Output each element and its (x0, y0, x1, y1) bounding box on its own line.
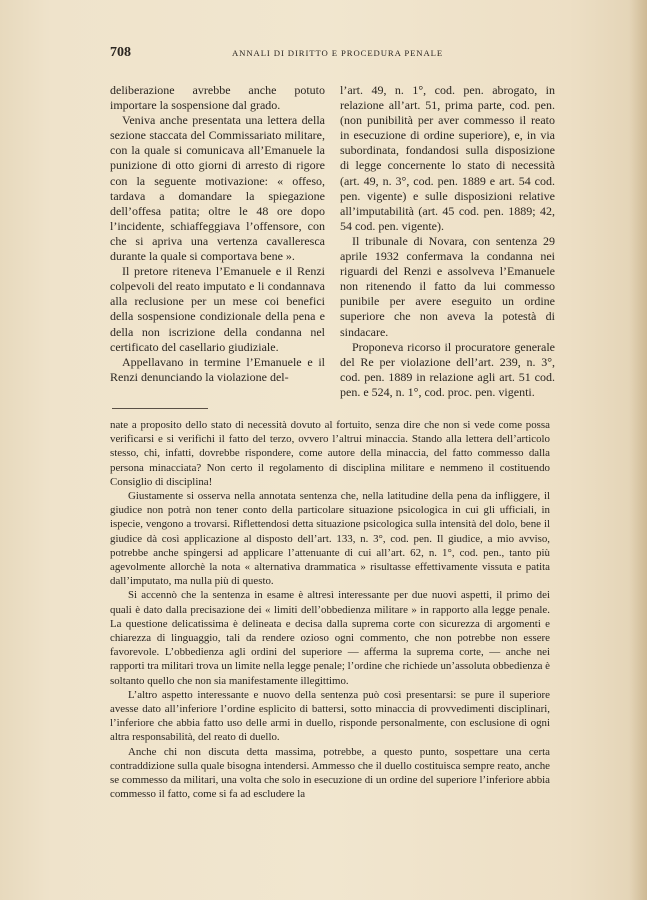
page-edge-shadow (629, 0, 647, 900)
footnote-block (110, 418, 550, 801)
footnote-paragraph: Si accennò che la sentenza in esame è altresì interessante per due nuovi aspetti, il primo dei quali è dato dalla precisazione dei « limiti dell’obbedienza militare » in rapporto alla legge penale. La questione delicatissima è delineata e decisa dalla suprema corte con sicurezza di argomenti e chiarezza di linguaggio, tali da rendere ozioso ogni commento, che non potrebbe non essere favorevole. L’obbedienza agli ordini del superiore — afferma la suprema corte, — anche nei rapporti tra militari trova un limite nella legge penale; l’ordine che richiede un’assoluta obbedienza è soltanto quello che non sia manifestamente illegittimo. (110, 589, 550, 687)
left-paragraph: Veniva anche presentata una lettera della sezione staccata del Commissariato militare, con la quale si comunicava all’Emanuele la punizione di otto giorni di arresto di rigore con la seguente motivazione: « offeso, tardava a domandare la spiegazione dell’offesa patita; oltre le 48 ore dopo l’incidente, schiaffeggiava l’offensore, con che si apriva una vertenza cavalleresca durante la quale si comportava bene ». (110, 113, 325, 264)
right-paragraph: Proponeva ricorso il procuratore generale del Re per violazione dell’art. 239, n. 3°, cod. pen. 1889 in relazione agli art. 51 cod. pen. e 524, n. 1°, cod. proc. pen. vigenti. (340, 339, 555, 399)
page-number: 708 (110, 45, 131, 60)
page-header (110, 45, 550, 65)
footnote-divider (112, 408, 208, 409)
left-paragraph: Appellavano in termine l’Emanuele e il Renzi denunciando la violazione del- (110, 354, 325, 384)
left-paragraph: deliberazione avrebbe anche potuto importare la sospensione dal grado. (110, 83, 325, 113)
footnote-paragraph: L’altro aspetto interessante e nuovo della sentenza può così presentarsi: se pure il superiore avesse dato all’inferiore l’ordine esplicito di battersi, sotto minaccia di provvedimenti disciplinari, l’inferiore che abbia fatto uso delle armi in duello, risponde personalmente, con esclusione di ogni altra responsabilità, del reato di duello. (110, 688, 550, 744)
right-paragraph: Il tribunale di Novara, con sentenza 29 aprile 1932 confermava la condanna nei riguardi del Renzi e assolveva l’Emanuele non ritenendo il fatto da lui commesso punibile per avere eseguito un ordine superiore che non aveva la potestà di sindacare. (340, 233, 555, 339)
running-title: ANNALI DI DIRITTO E PROCEDURA PENALE (232, 48, 444, 58)
right-paragraph: l’art. 49, n. 1°, cod. pen. abrogato, in relazione all’art. 51, prima parte, cod. pen. (non punibilità per aver commesso il reato in esecuzione di ordine superiore), e, in via subordinata, fondandosi sulla disposizione di legge concernente lo stato di necessità (art. 49, n. 3°, cod. pen. 1889 e art. 54 cod. pen. vigente) e sulle disposizioni relative all’imputabilità (art. 45 cod. pen. 1889; 42, 54 cod. pen. vigente). (340, 83, 555, 233)
two-column-body (110, 83, 555, 399)
footnote-paragraph: nate a proposito dello stato di necessità dovuto al fortuito, senza dire che non si vede come possa verificarsi e si verifichi il fatto del terzo, ovvero l’altrui minaccia. Stando alla lettera dell’articolo stesso, chi, infatti, dovrebbe rispondere, come autore della minaccia, del fatto commesso dalla persona minacciata? Non certo il regolamento di disciplina militare e nemmeno il costituendo Consiglio di disciplina! (110, 419, 550, 488)
footnote-paragraph: Giustamente si osserva nella annotata sentenza che, nella latitudine della pena da infliggere, il giudice non potrà non tener conto della particolare situazione psicologica in cui gli ufficiali, in ispecie, vengono a trovarsi. Riflettendosi detta situazione psicologica sulla intensità del dolo, bene il giudice dà così applicazione al disposto dell’art. 133, n. 3°, cod. pen. Il giudice, a mio avviso, potrebbe anche spingersi ad applicare l’attenuante di cui all’art. 62, n. 1°, cod. pen., tanto più agevolmente allorchè la nota « alternativa drammatica » risultasse effettivamente vissuta e patita dall’imputato, ma nulla più di questo. (110, 490, 550, 588)
right-column (340, 83, 555, 400)
left-column (110, 83, 325, 385)
footnote-paragraph: Anche chi non discuta detta massima, potrebbe, a questo punto, sospettare una certa contraddizione sulla quale bisogna intendersi. Ammesso che il duello costituisca sempre reato, anche se commesso da militari, una volta che solo in esecuzione di un ordine del superiore l’inferiore abbia commesso il fatto, come si fa ad escludere la (110, 745, 550, 801)
left-paragraph: Il pretore riteneva l’Emanuele e il Renzi colpevoli del reato imputato e li condannava alla reclusione per un mese coi benefici della sospensione condizionale della pena e della non iscrizione della condanna nel certificato del casellario giudiziale. (110, 264, 325, 354)
